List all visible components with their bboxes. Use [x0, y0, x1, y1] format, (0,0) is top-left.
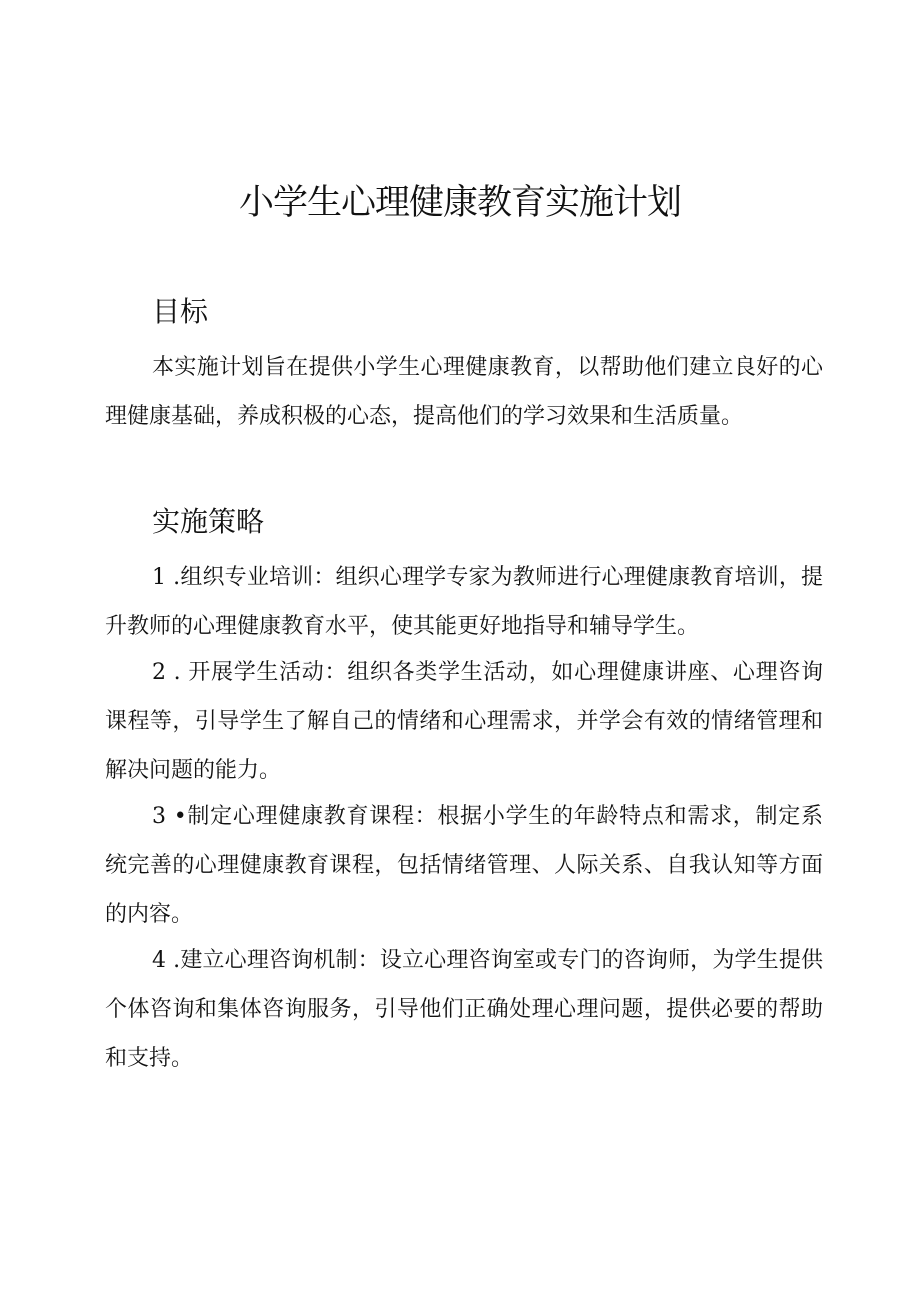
goal-paragraph: 本实施计划旨在提供小学生心理健康教育，以帮助他们建立良好的心理健康基础，养成积极的心态，提高他们的学习效果和生活质量。 — [105, 355, 823, 429]
section-heading-goal: 目标 — [152, 295, 209, 328]
strategy-item-1: 1 .组织专业培训：组织心理学专家为教师进行心理健康教育培训，提升教师的心理健康教育水平，使其能更好地指导和辅导学生。 — [105, 565, 823, 639]
strategy-item-3: 3 •制定心理健康教育课程：根据小学生的年龄特点和需求，制定系统完善的心理健康教育课程，包括情绪管理、人际关系、自我认知等方面的内容。 — [105, 804, 823, 927]
strategy-item-4: 4 .建立心理咨询机制：设立心理咨询室或专门的咨询师，为学生提供个体咨询和集体咨询服务，引导他们正确处理心理问题，提供必要的帮助和支持。 — [105, 948, 823, 1071]
section-heading-strategy: 实施策略 — [152, 505, 265, 538]
document-title: 小学生心理健康教育实施计划 — [238, 183, 681, 223]
strategy-item-2: 2 . 开展学生活动：组织各类学生活动，如心理健康讲座、心理咨询课程等，引导学生了解自己的情绪和心理需求，并学会有效的情绪管理和解决问题的能力。 — [105, 660, 823, 783]
